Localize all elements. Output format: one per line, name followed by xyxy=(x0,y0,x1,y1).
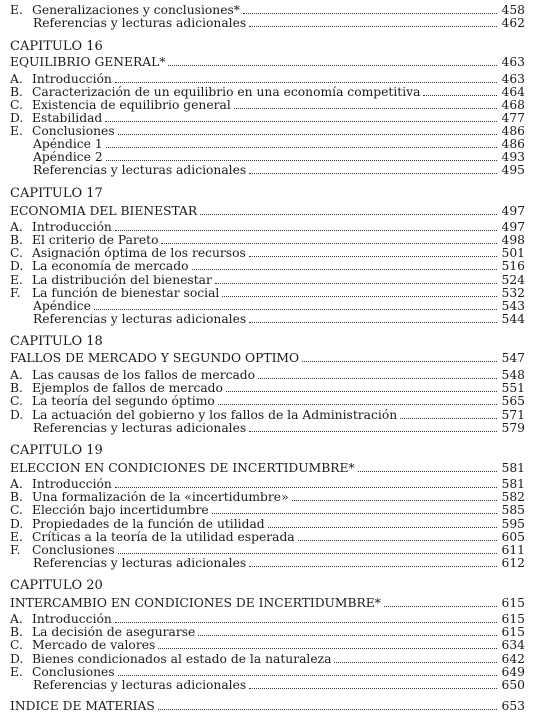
dot-leader xyxy=(105,121,497,122)
dot-leader xyxy=(115,487,497,488)
entry-page: 458 xyxy=(501,3,525,17)
dot-leader xyxy=(249,26,497,27)
toc-entry: C. La teoría del segundo óptimo 565 xyxy=(10,394,525,408)
dot-leader xyxy=(258,378,497,379)
chapter-title: FALLOS DE MERCADO Y SEGUNDO OPTIMO xyxy=(10,351,300,365)
chapter-page: 547 xyxy=(501,351,525,365)
dot-leader xyxy=(226,391,497,392)
toc-entry xyxy=(10,3,525,17)
toc-entry: A. Introducción 497 xyxy=(10,220,525,234)
dot-leader xyxy=(198,635,497,636)
chapter-title: INTERCAMBIO EN CONDICIONES DE INCERTIDUMBRE* xyxy=(10,596,381,610)
chapter-title-row xyxy=(10,596,525,610)
dot-leader xyxy=(94,309,497,310)
entry-page: 462 xyxy=(501,16,525,30)
chapter-title: EQUILIBRIO GENERAL* xyxy=(10,55,166,69)
index-row xyxy=(10,699,525,713)
chapter-heading: CAPITULO 17 xyxy=(10,186,103,201)
toc-entry: Apéndice 2 493 xyxy=(33,150,525,164)
dot-leader xyxy=(249,566,497,567)
dot-leader xyxy=(212,513,497,514)
toc-entry: D. Bienes condicionados al estado de la naturaleza 642 xyxy=(10,652,525,666)
chapter-title: ECONOMIA DEL BIENESTAR xyxy=(10,204,198,218)
dot-leader xyxy=(118,134,497,135)
toc-entry: B. Ejemplos de fallos de mercado 551 xyxy=(10,381,525,395)
dot-leader xyxy=(384,606,497,607)
entry-title: Referencias y lecturas adicionales xyxy=(33,16,247,30)
dot-leader xyxy=(243,13,497,14)
dot-leader xyxy=(249,322,497,323)
index-page: 653 xyxy=(501,699,525,713)
chapter-title: ELECCION EN CONDICIONES DE INCERTIDUMBRE* xyxy=(10,461,355,475)
dot-leader xyxy=(106,160,497,161)
dot-leader xyxy=(423,95,497,96)
chapter-page: 615 xyxy=(501,596,525,610)
toc-entry: C. Asignación óptima de los recursos 501 xyxy=(10,246,525,260)
dot-leader xyxy=(118,553,497,554)
dot-leader xyxy=(400,418,497,419)
dot-leader xyxy=(249,688,497,689)
toc-entry: A. Introducción 581 xyxy=(10,477,525,491)
dot-leader xyxy=(358,471,497,472)
toc-entry: Referencias y lecturas adicionales 544 xyxy=(33,312,525,326)
chapter-heading: CAPITULO 19 xyxy=(10,443,103,458)
entry-letter: E. xyxy=(10,3,23,17)
toc-entry: E. La distribución del bienestar 524 xyxy=(10,273,525,287)
toc-entry: C. Mercado de valores 634 xyxy=(10,638,525,652)
dot-leader xyxy=(218,404,497,405)
toc-entry: E. Conclusiones 649 xyxy=(10,665,525,679)
toc-entry: Referencias y lecturas adicionales 495 xyxy=(33,163,525,177)
chapter-page: 497 xyxy=(501,204,525,218)
dot-leader xyxy=(222,296,497,297)
entry-title: Generalizaciones y conclusiones* xyxy=(32,3,240,17)
dot-leader xyxy=(249,173,497,174)
toc-entry: D. La economía de mercado 516 xyxy=(10,259,525,273)
chapter-title-row xyxy=(10,55,525,69)
chapter-heading: CAPITULO 16 xyxy=(10,39,103,54)
toc-entry: A. Las causas de los fallos de mercado 548 xyxy=(10,368,525,382)
chapter-page: 463 xyxy=(501,55,525,69)
chapter-title-row xyxy=(10,351,525,365)
toc-entry: Apéndice 1 486 xyxy=(33,137,525,151)
dot-leader xyxy=(249,256,497,257)
toc-entry: D. La actuación del gobierno y los fallos de la Administración 571 xyxy=(10,408,525,422)
dot-leader xyxy=(249,431,497,432)
dot-leader xyxy=(292,500,497,501)
dot-leader xyxy=(268,527,497,528)
chapter-heading: CAPITULO 18 xyxy=(10,334,103,349)
toc-entry: C. Elección bajo incertidumbre 585 xyxy=(10,503,525,517)
toc-entry: Apéndice 543 xyxy=(33,299,525,313)
toc-entry: D. Propiedades de la función de utilidad 595 xyxy=(10,517,525,531)
dot-leader xyxy=(115,230,497,231)
chapter-page: 581 xyxy=(501,461,525,475)
toc-entry: D. Estabilidad 477 xyxy=(10,111,525,125)
toc-entry xyxy=(33,16,525,30)
dot-leader xyxy=(168,65,497,66)
dot-leader xyxy=(115,82,497,83)
dot-leader xyxy=(234,108,497,109)
dot-leader xyxy=(118,675,497,676)
toc-entry: B. Una formalización de la «incertidumbre» 582 xyxy=(10,490,525,504)
chapter-heading: CAPITULO 20 xyxy=(10,578,103,593)
toc-entry: B. El criterio de Pareto 498 xyxy=(10,233,525,247)
dot-leader xyxy=(200,214,497,215)
dot-leader xyxy=(158,648,497,649)
toc-entry: E. Críticas a la teoría de la utilidad esperada 605 xyxy=(10,530,525,544)
dot-leader xyxy=(161,243,497,244)
dot-leader xyxy=(106,147,497,148)
dot-leader xyxy=(115,622,497,623)
toc-entry: F. La función de bienestar social 532 xyxy=(10,286,525,300)
toc-entry: Referencias y lecturas adicionales 650 xyxy=(33,678,525,692)
toc-entry: F. Conclusiones 611 xyxy=(10,543,525,557)
toc-entry: C. Existencia de equilibrio general 468 xyxy=(10,98,525,112)
chapter-title-row xyxy=(10,461,525,475)
dot-leader xyxy=(334,662,497,663)
toc-entry: E. Conclusiones 486 xyxy=(10,124,525,138)
dot-leader xyxy=(298,540,497,541)
dot-leader xyxy=(192,269,498,270)
toc-entry: B. La decisión de asegurarse 615 xyxy=(10,625,525,639)
dot-leader xyxy=(215,283,497,284)
toc-entry: A. Introducción 615 xyxy=(10,612,525,626)
toc-entry: A. Introducción 463 xyxy=(10,72,525,86)
dot-leader xyxy=(302,361,497,362)
toc-entry: B. Caracterización de un equilibrio en una economía competitiva 464 xyxy=(10,85,525,99)
toc-entry: Referencias y lecturas adicionales 579 xyxy=(33,421,525,435)
dot-leader xyxy=(158,709,497,710)
index-title: INDICE DE MATERIAS xyxy=(10,699,155,713)
chapter-title-row xyxy=(10,204,525,218)
toc-entry: Referencias y lecturas adicionales 612 xyxy=(33,556,525,570)
